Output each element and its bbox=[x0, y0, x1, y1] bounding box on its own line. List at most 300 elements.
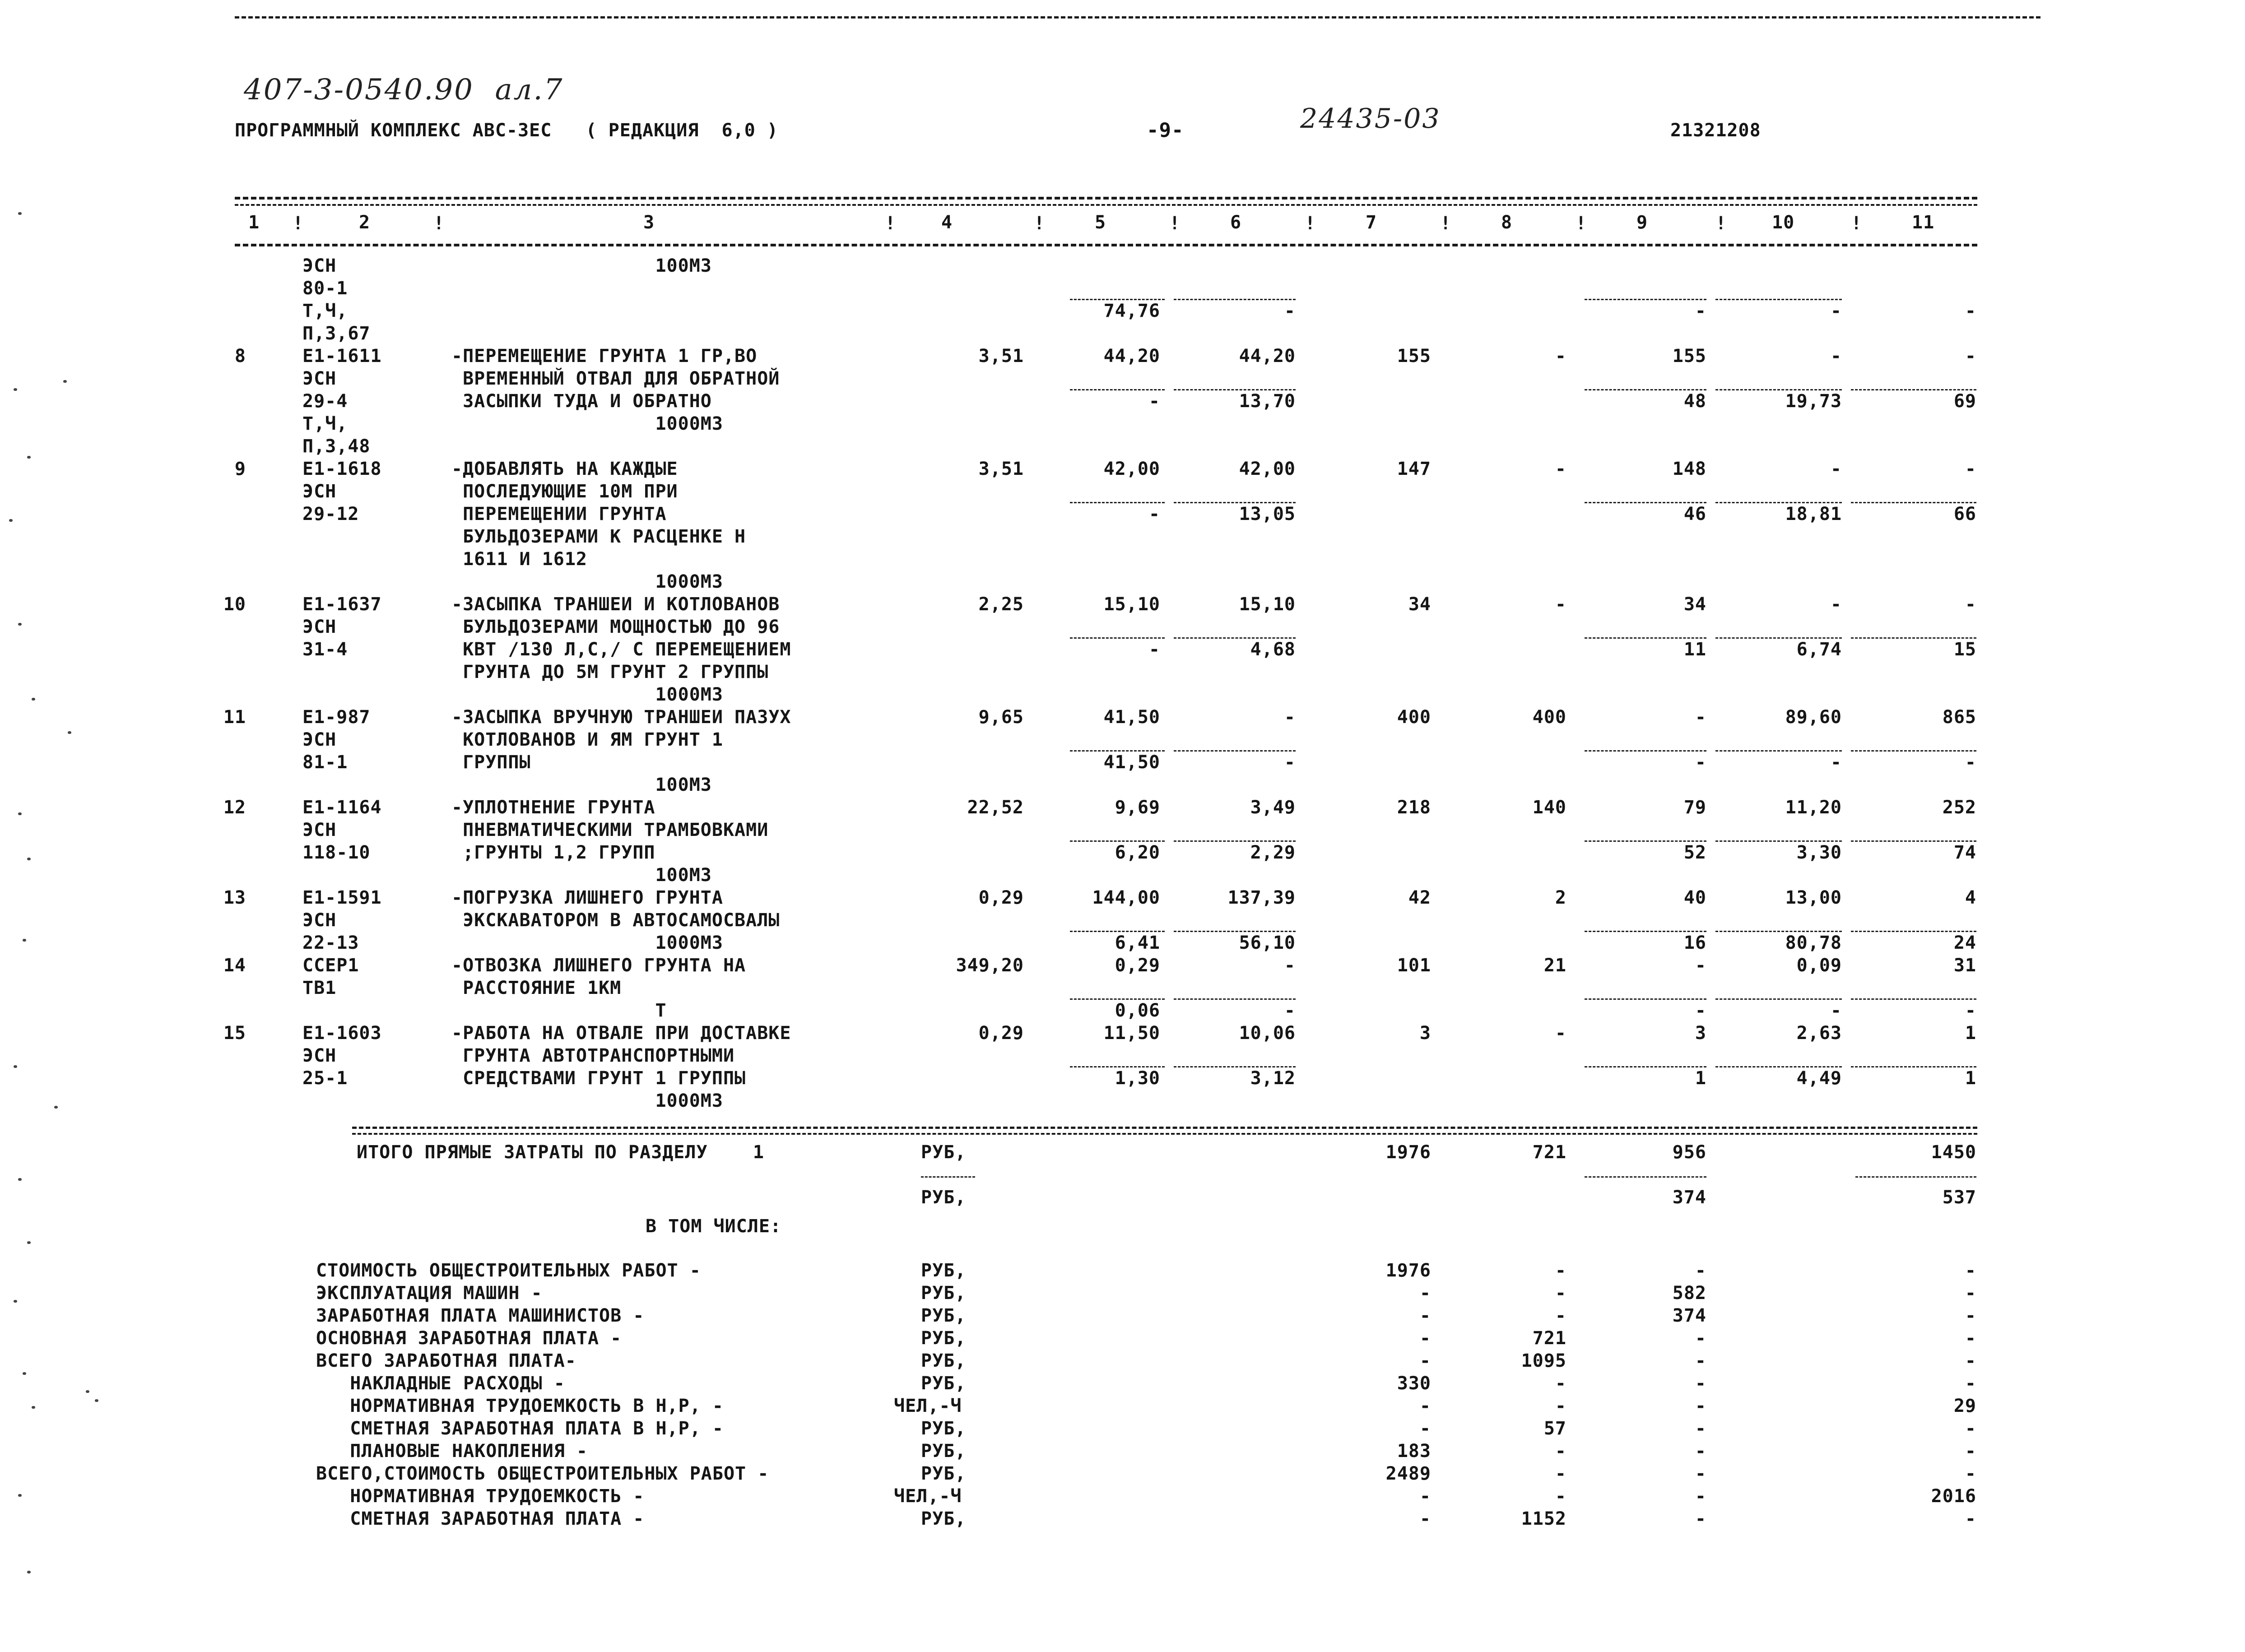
breakdown-col7: - bbox=[1419, 1396, 1431, 1416]
underline-6 bbox=[1174, 502, 1296, 503]
value-11-lower: 66 bbox=[1953, 504, 1976, 524]
breakdown-col11: - bbox=[1965, 1328, 1976, 1349]
work-description: ГРУППЫ bbox=[451, 752, 531, 773]
work-description: ;ГРУНТЫ 1,2 ГРУПП bbox=[451, 842, 655, 863]
breakdown-col9: - bbox=[1695, 1396, 1706, 1416]
row-number: 13 bbox=[223, 887, 246, 908]
rate-code: 118-10 bbox=[302, 842, 371, 863]
column-separator: ! bbox=[433, 213, 445, 234]
value-11-lower: 74 bbox=[1953, 842, 1976, 863]
value-10: 89,60 bbox=[1785, 707, 1842, 728]
breakdown-col7: - bbox=[1419, 1283, 1431, 1304]
underline-5 bbox=[1070, 1066, 1165, 1067]
value-4: 2,25 bbox=[978, 594, 1024, 615]
scan-speck bbox=[9, 519, 13, 522]
breakdown-col7: - bbox=[1419, 1305, 1431, 1326]
underline-10 bbox=[1715, 840, 1842, 842]
scan-speck bbox=[32, 1406, 35, 1409]
rate-code: Е1-1603 bbox=[302, 1023, 382, 1044]
value-10-lower: 18,81 bbox=[1785, 504, 1842, 524]
scan-speck bbox=[23, 939, 26, 942]
breakdown-col9: - bbox=[1695, 1508, 1706, 1529]
rate-code: ЭСН bbox=[302, 820, 337, 840]
column-separator: ! bbox=[1715, 213, 1727, 234]
breakdown-col9: - bbox=[1695, 1350, 1706, 1371]
scan-speck bbox=[63, 380, 67, 383]
totals-rule-11 bbox=[1855, 1176, 1976, 1178]
breakdown-col8: 57 bbox=[1543, 1418, 1566, 1439]
underline-5 bbox=[1070, 840, 1165, 842]
work-description: -ДОБАВЛЯТЬ НА КАЖДЫЕ bbox=[451, 459, 678, 479]
breakdown-col8: - bbox=[1555, 1396, 1566, 1416]
breakdown-col9: - bbox=[1695, 1463, 1706, 1484]
value-5: 144,00 bbox=[1092, 887, 1160, 908]
underline-11 bbox=[1851, 1066, 1976, 1067]
breakdown-label: ОСНОВНАЯ ЗАРАБОТНАЯ ПЛАТА - bbox=[316, 1328, 622, 1349]
scan-speck bbox=[18, 623, 22, 626]
work-description: 1000М3 bbox=[451, 1091, 723, 1111]
rate-code: Е1-1637 bbox=[302, 594, 382, 615]
value-9: 34 bbox=[1683, 594, 1706, 615]
value-7: 218 bbox=[1397, 797, 1431, 818]
breakdown-col7: - bbox=[1419, 1508, 1431, 1529]
scan-speck bbox=[86, 1390, 89, 1393]
totals-col8: 721 bbox=[1532, 1142, 1566, 1163]
row-number: 11 bbox=[223, 707, 246, 728]
totals-subtitle: В ТОМ ЧИСЛЕ: bbox=[646, 1216, 781, 1237]
breakdown-unit: ЧЕЛ,-Ч bbox=[894, 1486, 962, 1507]
value-10-lower: 80,78 bbox=[1785, 933, 1842, 953]
work-description: Т bbox=[451, 1000, 667, 1021]
underline-9 bbox=[1585, 998, 1706, 1000]
column-separator: ! bbox=[1169, 213, 1181, 234]
value-11-lower: 1 bbox=[1965, 1068, 1976, 1089]
document-code: 21321208 bbox=[1670, 120, 1761, 141]
value-5-lower: 6,41 bbox=[1115, 933, 1160, 953]
value-6: 15,10 bbox=[1239, 594, 1296, 615]
scan-speck bbox=[95, 1399, 98, 1402]
value-9-lower: - bbox=[1695, 752, 1706, 773]
scan-speck bbox=[18, 212, 22, 215]
value-9-lower: 16 bbox=[1683, 933, 1706, 953]
underline-10 bbox=[1715, 502, 1842, 503]
value-9-lower: - bbox=[1695, 1000, 1706, 1021]
value-9-lower: 48 bbox=[1683, 391, 1706, 412]
underline-5 bbox=[1070, 389, 1165, 390]
breakdown-col9: - bbox=[1695, 1441, 1706, 1462]
column-separator: ! bbox=[1034, 213, 1046, 234]
underline-6 bbox=[1174, 840, 1296, 842]
row-number: 12 bbox=[223, 797, 246, 818]
breakdown-unit: РУБ, bbox=[921, 1260, 967, 1281]
breakdown-unit: РУБ, bbox=[921, 1350, 967, 1371]
underline-11 bbox=[1851, 998, 1976, 1000]
value-11: - bbox=[1965, 346, 1976, 367]
totals-unit-rule bbox=[921, 1176, 975, 1178]
value-11: 31 bbox=[1953, 955, 1976, 976]
value-6: 42,00 bbox=[1239, 459, 1296, 479]
value-6-lower: 4,68 bbox=[1250, 639, 1296, 660]
underline-11 bbox=[1851, 502, 1976, 503]
breakdown-col9: - bbox=[1695, 1486, 1706, 1507]
breakdown-col7: 1976 bbox=[1385, 1260, 1431, 1281]
scan-speck bbox=[68, 731, 71, 734]
rate-code: Е1-987 bbox=[302, 707, 371, 728]
value-5: 44,20 bbox=[1103, 346, 1160, 367]
value-10-lower: 6,74 bbox=[1796, 639, 1842, 660]
rate-code: ЭСН bbox=[302, 255, 337, 276]
rate-code: ЭСН bbox=[302, 1045, 337, 1066]
breakdown-col7: 183 bbox=[1397, 1441, 1431, 1462]
scan-speck bbox=[27, 1571, 31, 1573]
column-separator: ! bbox=[1440, 213, 1452, 234]
work-description: ПНЕВМАТИЧЕСКИМИ ТРАМБОВКАМИ bbox=[451, 820, 769, 840]
scan-speck bbox=[18, 1178, 22, 1181]
column-separator: ! bbox=[1851, 213, 1863, 234]
breakdown-unit: РУБ, bbox=[921, 1463, 967, 1484]
underline-9 bbox=[1585, 389, 1706, 390]
work-description: КОТЛОВАНОВ И ЯМ ГРУНТ 1 bbox=[451, 729, 723, 750]
scan-speck bbox=[54, 1106, 58, 1109]
breakdown-col8: - bbox=[1555, 1441, 1566, 1462]
value-6-lower: - bbox=[1284, 752, 1296, 773]
row-number: 9 bbox=[234, 459, 246, 479]
underline-10 bbox=[1715, 931, 1842, 932]
value-10: - bbox=[1830, 459, 1842, 479]
work-description: ПОСЛЕДУЮЩИЕ 10М ПРИ bbox=[451, 481, 678, 502]
rate-code: 31-4 bbox=[302, 639, 348, 660]
value-11-lower: 69 bbox=[1953, 391, 1976, 412]
rate-code: ТВ1 bbox=[302, 978, 337, 998]
work-description: 1000М3 bbox=[451, 684, 723, 705]
rate-code: 81-1 bbox=[302, 752, 348, 773]
totals-unit: РУБ, bbox=[921, 1142, 967, 1163]
breakdown-col11: 2016 bbox=[1931, 1486, 1976, 1507]
work-description: 1000М3 bbox=[451, 933, 723, 953]
handwritten-doc-code: 407-3-0540.90 ал.7 bbox=[244, 73, 564, 107]
program-title: ПРОГРАММНЫЙ КОМПЛЕКС АВС-ЗЕС ( РЕДАКЦИЯ 6,0 ) bbox=[235, 120, 778, 141]
value-5-lower: - bbox=[1148, 504, 1160, 524]
breakdown-unit: РУБ, bbox=[921, 1283, 967, 1304]
value-8: 21 bbox=[1543, 955, 1566, 976]
value-9-lower: 1 bbox=[1695, 1068, 1706, 1089]
underline-9 bbox=[1585, 299, 1706, 300]
breakdown-unit: РУБ, bbox=[921, 1441, 967, 1462]
underline-6 bbox=[1174, 998, 1296, 1000]
value-6-lower: 56,10 bbox=[1239, 933, 1296, 953]
rate-code: Е1-1164 bbox=[302, 797, 382, 818]
breakdown-col9: - bbox=[1695, 1260, 1706, 1281]
breakdown-unit: ЧЕЛ,-Ч bbox=[894, 1396, 962, 1416]
value-11: 252 bbox=[1942, 797, 1976, 818]
underline-6 bbox=[1174, 299, 1296, 300]
breakdown-label: ЭКСПЛУАТАЦИЯ МАШИН - bbox=[316, 1283, 543, 1304]
column-header-10: 10 bbox=[1772, 212, 1795, 233]
breakdown-label: ВСЕГО,СТОИМОСТЬ ОБЩЕСТРОИТЕЛЬНЫХ РАБОТ - bbox=[316, 1463, 769, 1484]
totals-unit-2: РУБ, bbox=[921, 1187, 967, 1208]
section-end-rule-1 bbox=[352, 1127, 1977, 1129]
value-10: 13,00 bbox=[1785, 887, 1842, 908]
underline-9 bbox=[1585, 637, 1706, 639]
totals-col7: 1976 bbox=[1385, 1142, 1431, 1163]
rate-code: 29-4 bbox=[302, 391, 348, 412]
value-4: 0,29 bbox=[978, 887, 1024, 908]
breakdown-col7: - bbox=[1419, 1328, 1431, 1349]
work-description: ВРЕМЕННЫЙ ОТВАЛ ДЛЯ ОБРАТНОЙ bbox=[451, 368, 780, 389]
value-9: 3 bbox=[1695, 1023, 1706, 1044]
value-5: 0,29 bbox=[1115, 955, 1160, 976]
underline-11 bbox=[1851, 389, 1976, 390]
value-11-lower: 24 bbox=[1953, 933, 1976, 953]
underline-9 bbox=[1585, 502, 1706, 503]
scan-speck bbox=[27, 1241, 31, 1244]
column-header-9: 9 bbox=[1636, 212, 1648, 233]
breakdown-col8: 1095 bbox=[1521, 1350, 1566, 1371]
value-8: 400 bbox=[1532, 707, 1566, 728]
value-9: - bbox=[1695, 707, 1706, 728]
scan-speck bbox=[32, 698, 35, 701]
underline-11 bbox=[1851, 840, 1976, 842]
underline-10 bbox=[1715, 750, 1842, 752]
value-6: 10,06 bbox=[1239, 1023, 1296, 1044]
work-description: ПЕРЕМЕЩЕНИИ ГРУНТА bbox=[451, 504, 667, 524]
value-11-lower: 15 bbox=[1953, 639, 1976, 660]
value-7: 3 bbox=[1419, 1023, 1431, 1044]
work-description: 1000М3 bbox=[451, 413, 723, 434]
totals-col9: 956 bbox=[1672, 1142, 1706, 1163]
value-7: 42 bbox=[1408, 887, 1431, 908]
value-8: 140 bbox=[1532, 797, 1566, 818]
work-description: ЭКСКАВАТОРОМ В АВТОСАМОСВАЛЫ bbox=[451, 910, 780, 931]
value-11: 865 bbox=[1942, 707, 1976, 728]
breakdown-label: ЗАРАБОТНАЯ ПЛАТА МАШИНИСТОВ - bbox=[316, 1305, 645, 1326]
value-7: 101 bbox=[1397, 955, 1431, 976]
value-9: 79 bbox=[1683, 797, 1706, 818]
value-6: 44,20 bbox=[1239, 346, 1296, 367]
value-9-lower: 11 bbox=[1683, 639, 1706, 660]
breakdown-col8: - bbox=[1555, 1283, 1566, 1304]
value-10: 0,09 bbox=[1796, 955, 1842, 976]
value-9-lower: 52 bbox=[1683, 842, 1706, 863]
breakdown-unit: РУБ, bbox=[921, 1508, 967, 1529]
row-number: 10 bbox=[223, 594, 246, 615]
breakdown-col8: - bbox=[1555, 1260, 1566, 1281]
value-7: 34 bbox=[1408, 594, 1431, 615]
underline-5 bbox=[1070, 931, 1165, 932]
rate-code: Е1-1611 bbox=[302, 346, 382, 367]
rate-code: ЭСН bbox=[302, 617, 337, 637]
value-7: 147 bbox=[1397, 459, 1431, 479]
value-5-lower: - bbox=[1148, 391, 1160, 412]
work-description: -УПЛОТНЕНИЕ ГРУНТА bbox=[451, 797, 655, 818]
value-9-lower: - bbox=[1695, 301, 1706, 321]
work-description: 1000М3 bbox=[451, 571, 723, 592]
breakdown-col11: - bbox=[1965, 1508, 1976, 1529]
work-description: ЗАСЫПКИ ТУДА И ОБРАТНО bbox=[451, 391, 712, 412]
work-description: БУЛЬДОЗЕРАМИ К РАСЦЕНКЕ Н bbox=[451, 526, 746, 547]
underline-6 bbox=[1174, 750, 1296, 752]
breakdown-unit: РУБ, bbox=[921, 1373, 967, 1394]
scan-speck bbox=[27, 858, 31, 860]
value-4: 22,52 bbox=[967, 797, 1024, 818]
value-10-lower: 4,49 bbox=[1796, 1068, 1842, 1089]
row-number: 15 bbox=[223, 1023, 246, 1044]
value-5-lower: 1,30 bbox=[1115, 1068, 1160, 1089]
value-5-lower: 74,76 bbox=[1103, 301, 1160, 321]
value-4: 9,65 bbox=[978, 707, 1024, 728]
breakdown-col8: - bbox=[1555, 1373, 1566, 1394]
work-description: ГРУНТА АВТОТРАНСПОРТНЫМИ bbox=[451, 1045, 735, 1066]
rate-code: ЭСН bbox=[302, 481, 337, 502]
rate-code: П,3,48 bbox=[302, 436, 371, 457]
value-6-lower: 3,12 bbox=[1250, 1068, 1296, 1089]
breakdown-col11: - bbox=[1965, 1441, 1976, 1462]
column-header-4: 4 bbox=[941, 212, 953, 233]
value-4: 3,51 bbox=[978, 346, 1024, 367]
breakdown-col9: - bbox=[1695, 1373, 1706, 1394]
breakdown-unit: РУБ, bbox=[921, 1328, 967, 1349]
breakdown-col11: - bbox=[1965, 1283, 1976, 1304]
value-9: 40 bbox=[1683, 887, 1706, 908]
value-10-lower: - bbox=[1830, 301, 1842, 321]
scan-speck bbox=[18, 1494, 22, 1497]
value-6: - bbox=[1284, 707, 1296, 728]
work-description: 1611 И 1612 bbox=[451, 549, 587, 570]
underline-10 bbox=[1715, 389, 1842, 390]
rate-code: Е1-1591 bbox=[302, 887, 382, 908]
value-5: 42,00 bbox=[1103, 459, 1160, 479]
rate-code: П,3,67 bbox=[302, 323, 371, 344]
scan-edge-line bbox=[235, 16, 2040, 19]
value-5: 11,50 bbox=[1103, 1023, 1160, 1044]
value-8: - bbox=[1555, 594, 1566, 615]
breakdown-col11: - bbox=[1965, 1350, 1976, 1371]
breakdown-label: СТОИМОСТЬ ОБЩЕСТРОИТЕЛЬНЫХ РАБОТ - bbox=[316, 1260, 701, 1281]
table-top-rule-1 bbox=[235, 197, 1977, 200]
value-5: 41,50 bbox=[1103, 707, 1160, 728]
underline-5 bbox=[1070, 637, 1165, 639]
underline-11 bbox=[1851, 931, 1976, 932]
value-10-lower: 3,30 bbox=[1796, 842, 1842, 863]
value-10: 11,20 bbox=[1785, 797, 1842, 818]
rate-code: ССЕР1 bbox=[302, 955, 359, 976]
column-header-7: 7 bbox=[1366, 212, 1377, 233]
work-description: -ОТВОЗКА ЛИШНЕГО ГРУНТА НА bbox=[451, 955, 746, 976]
value-10-lower: - bbox=[1830, 752, 1842, 773]
underline-6 bbox=[1174, 637, 1296, 639]
value-10: - bbox=[1830, 346, 1842, 367]
value-6-lower: - bbox=[1284, 1000, 1296, 1021]
value-11: 4 bbox=[1965, 887, 1976, 908]
breakdown-col7: - bbox=[1419, 1418, 1431, 1439]
value-11: - bbox=[1965, 459, 1976, 479]
underline-6 bbox=[1174, 389, 1296, 390]
scan-speck bbox=[23, 1372, 26, 1375]
breakdown-unit: РУБ, bbox=[921, 1418, 967, 1439]
scan-speck bbox=[14, 1300, 17, 1303]
value-6-lower: - bbox=[1284, 301, 1296, 321]
breakdown-col11: - bbox=[1965, 1305, 1976, 1326]
row-number: 14 bbox=[223, 955, 246, 976]
value-9-lower: 46 bbox=[1683, 504, 1706, 524]
value-5: 9,69 bbox=[1115, 797, 1160, 818]
scan-speck bbox=[27, 456, 31, 459]
column-header-1: 1 bbox=[248, 212, 260, 233]
column-separator: ! bbox=[885, 213, 897, 234]
column-separator: ! bbox=[1576, 213, 1587, 234]
breakdown-label: НОРМАТИВНАЯ ТРУДОЕМКОСТЬ - bbox=[316, 1486, 645, 1507]
breakdown-unit: РУБ, bbox=[921, 1305, 967, 1326]
column-header-8: 8 bbox=[1501, 212, 1513, 233]
value-7: 400 bbox=[1397, 707, 1431, 728]
work-description: 100М3 bbox=[451, 255, 712, 276]
column-header-5: 5 bbox=[1095, 212, 1106, 233]
header-bottom-rule bbox=[235, 244, 1977, 246]
underline-9 bbox=[1585, 840, 1706, 842]
value-8: 2 bbox=[1555, 887, 1566, 908]
underline-10 bbox=[1715, 1066, 1842, 1067]
underline-10 bbox=[1715, 637, 1842, 639]
underline-11 bbox=[1851, 750, 1976, 752]
breakdown-label: ПЛАНОВЫЕ НАКОПЛЕНИЯ - bbox=[316, 1441, 588, 1462]
totals-col11-lower: 537 bbox=[1942, 1187, 1976, 1208]
rate-code: ЭСН bbox=[302, 910, 337, 931]
work-description: РАССТОЯНИЕ 1КМ bbox=[451, 978, 622, 998]
value-6: 137,39 bbox=[1227, 887, 1296, 908]
value-5-lower: 41,50 bbox=[1103, 752, 1160, 773]
value-11-lower: - bbox=[1965, 752, 1976, 773]
underline-6 bbox=[1174, 1066, 1296, 1067]
column-separator: ! bbox=[293, 213, 304, 234]
column-header-6: 6 bbox=[1230, 212, 1242, 233]
work-description: -ЗАСЫПКА ВРУЧНУЮ ТРАНШЕИ ПАЗУХ bbox=[451, 707, 791, 728]
value-9: 148 bbox=[1672, 459, 1706, 479]
breakdown-label: ВСЕГО ЗАРАБОТНАЯ ПЛАТА- bbox=[316, 1350, 576, 1371]
value-5: 15,10 bbox=[1103, 594, 1160, 615]
underline-5 bbox=[1070, 299, 1165, 300]
totals-col9-lower: 374 bbox=[1672, 1187, 1706, 1208]
underline-11 bbox=[1851, 637, 1976, 639]
breakdown-label: СМЕТНАЯ ЗАРАБОТНАЯ ПЛАТА - bbox=[316, 1508, 645, 1529]
handwritten-order-number: 24435-03 bbox=[1300, 103, 1441, 135]
breakdown-col11: 29 bbox=[1953, 1396, 1976, 1416]
row-number: 8 bbox=[234, 346, 246, 367]
value-4: 349,20 bbox=[956, 955, 1024, 976]
column-header-2: 2 bbox=[359, 212, 371, 233]
value-9: - bbox=[1695, 955, 1706, 976]
breakdown-col9: - bbox=[1695, 1328, 1706, 1349]
value-11-lower: - bbox=[1965, 1000, 1976, 1021]
column-header-11: 11 bbox=[1912, 212, 1935, 233]
work-description: 100М3 bbox=[451, 865, 712, 886]
rate-code: 29-12 bbox=[302, 504, 359, 524]
scan-speck bbox=[18, 812, 22, 815]
column-separator: ! bbox=[1305, 213, 1316, 234]
value-11: - bbox=[1965, 594, 1976, 615]
breakdown-col7: - bbox=[1419, 1350, 1431, 1371]
column-header-3: 3 bbox=[643, 212, 655, 233]
value-8: - bbox=[1555, 1023, 1566, 1044]
work-description: ГРУНТА ДО 5М ГРУНТ 2 ГРУППЫ bbox=[451, 662, 769, 682]
value-10-lower: 19,73 bbox=[1785, 391, 1842, 412]
value-5-lower: - bbox=[1148, 639, 1160, 660]
rate-code: 22-13 bbox=[302, 933, 359, 953]
underline-5 bbox=[1070, 998, 1165, 1000]
breakdown-col8: - bbox=[1555, 1305, 1566, 1326]
scan-speck bbox=[14, 1065, 17, 1068]
value-8: - bbox=[1555, 459, 1566, 479]
value-6-lower: 2,29 bbox=[1250, 842, 1296, 863]
